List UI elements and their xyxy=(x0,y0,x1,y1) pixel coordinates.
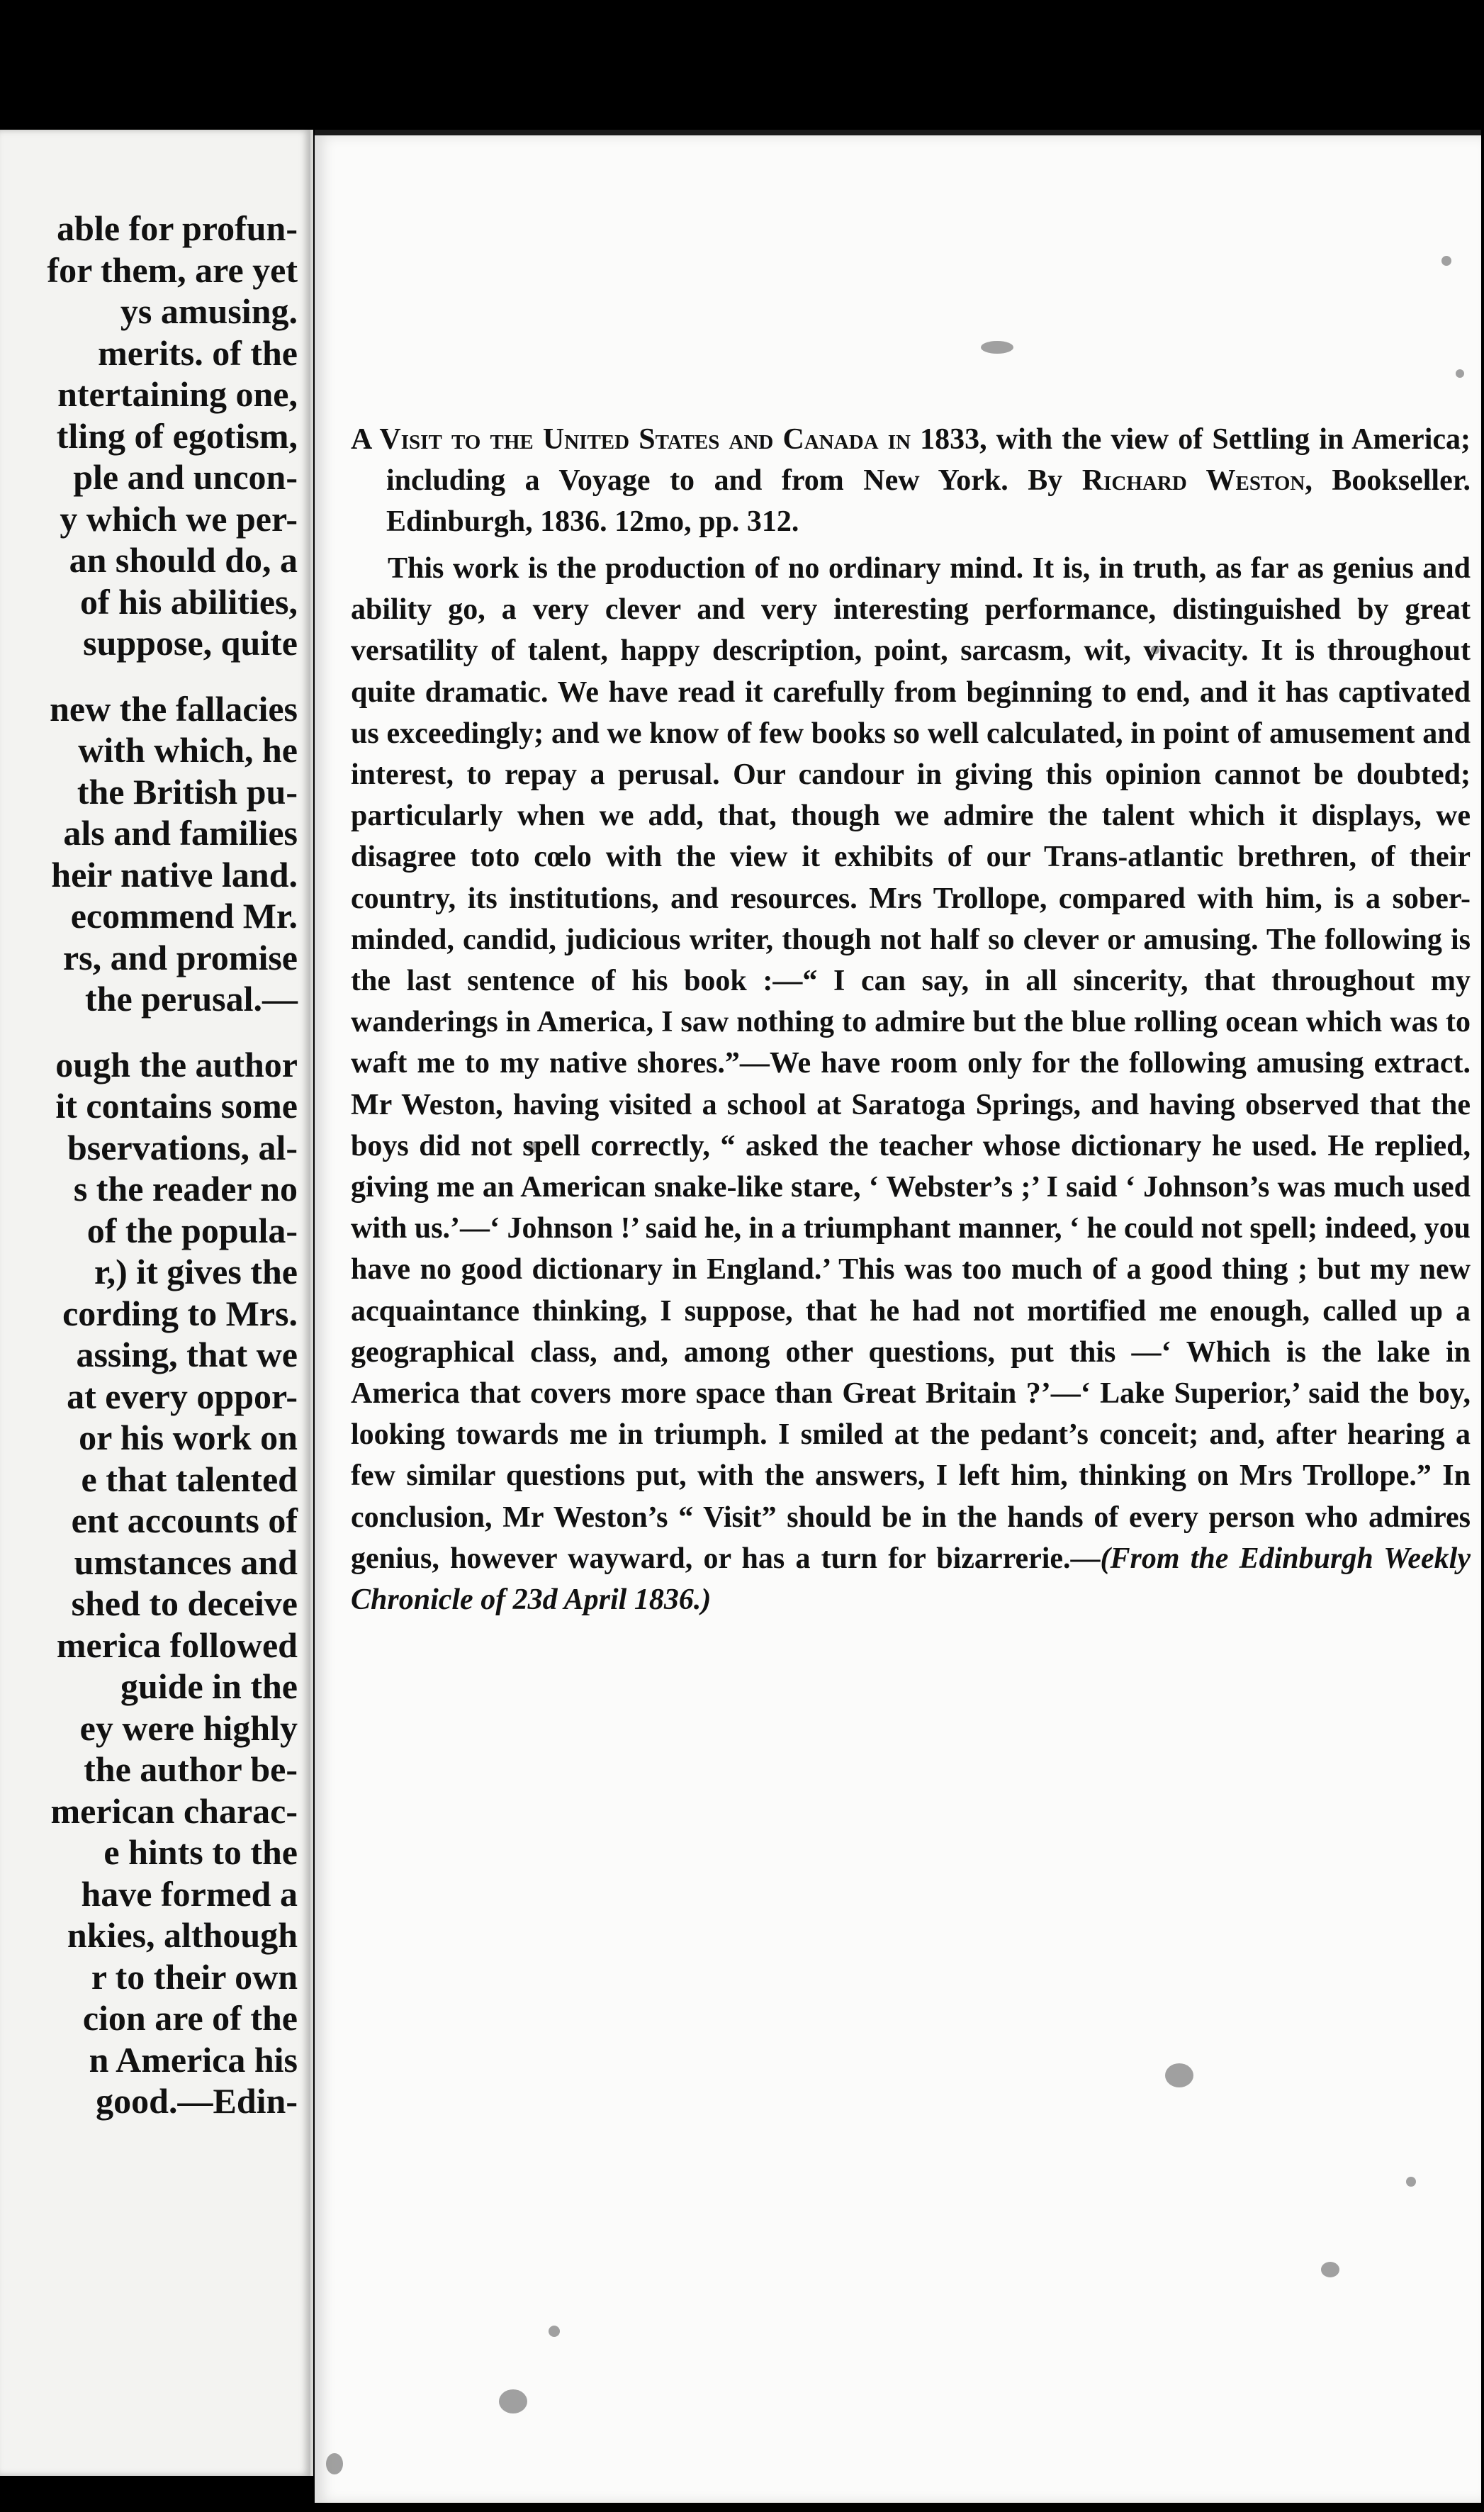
left-text-line: an should do, a xyxy=(69,540,298,580)
left-text-line: merica followed xyxy=(56,1625,298,1665)
book-title: A Visit to the United States and Canada in 1833, xyxy=(351,423,987,456)
left-text-line: of the popula- xyxy=(86,1210,298,1250)
book-author: Richard Weston, xyxy=(1081,464,1312,497)
left-text-line: ough the author xyxy=(55,1044,298,1084)
left-text-line: bservations, al- xyxy=(67,1127,298,1167)
left-text-line: cion are of the xyxy=(82,1998,298,2038)
left-text-line: tling of egotism, xyxy=(56,415,298,456)
left-text-line: the perusal.— xyxy=(85,979,298,1019)
left-text-line: shed to deceive xyxy=(71,1583,298,1623)
left-text-line: heir native land. xyxy=(51,854,298,895)
left-text-line: s the reader no xyxy=(73,1169,298,1209)
left-text-line: cording to Mrs. xyxy=(62,1293,298,1333)
review-heading xyxy=(351,419,1471,542)
paragraph-gap xyxy=(0,664,298,688)
left-text-line: r,) it gives the xyxy=(94,1252,298,1291)
left-page-fragment xyxy=(0,130,313,2476)
review-source-citation: (From the Edinburgh Weekly Chronicle of 23d April 1836.) xyxy=(351,1542,1471,1617)
review-body xyxy=(351,548,1471,1620)
left-text-line: r to their own xyxy=(91,1956,298,1997)
left-text-line: for them, are yet xyxy=(47,249,298,290)
left-text-line: y which we per- xyxy=(60,498,298,539)
left-text-line: umstances and xyxy=(74,1542,298,1582)
left-text-line: good.—Edin- xyxy=(96,2081,298,2121)
left-text-line: have formed a xyxy=(81,1873,298,1914)
left-text-line: of his abilities, xyxy=(80,581,298,622)
left-text-line: it contains some xyxy=(55,1086,298,1126)
left-text-line: able for profun- xyxy=(57,208,298,248)
left-text-line: ys amusing. xyxy=(120,291,298,331)
left-text-line: ecommend Mr. xyxy=(70,896,298,936)
left-text-line: als and families xyxy=(63,813,298,853)
left-text-line: ntertaining one, xyxy=(57,374,298,414)
left-text-line: merican charac- xyxy=(50,1790,298,1831)
left-text-line: e hints to the xyxy=(103,1832,298,1872)
review-article xyxy=(351,419,1471,1620)
left-text-line: ent accounts of xyxy=(71,1501,298,1540)
left-text-line: the author be- xyxy=(84,1749,298,1789)
left-text-line: or his work on xyxy=(79,1418,298,1457)
left-text-line: suppose, quite xyxy=(83,623,298,663)
left-text-line: n America his xyxy=(89,2039,298,2080)
left-text-line: ple and uncon- xyxy=(73,457,298,497)
left-text-line: merits. of the xyxy=(98,332,298,373)
book-imprint: Bookseller. Edinburgh, 1836. 12mo, pp. 312. xyxy=(386,464,1471,538)
left-text-column xyxy=(0,208,298,2122)
left-text-line: with which, he xyxy=(78,730,298,770)
left-text-line: the British pu- xyxy=(77,771,298,812)
left-text-line: rs, and promise xyxy=(62,937,298,977)
left-text-line: nkies, although xyxy=(67,1915,298,1955)
paragraph-gap xyxy=(0,1020,298,1044)
review-body-text: This work is the production of no ordinary mind. It is, in truth, as far as genius and ability go, a very clever and very interesting performance, distinguished by great versatility of talent, happy description, point, sarcasm, wit, vivacity. It is throughout quite dramatic. We have read it carefully from beginning to end, and it has captivated us exceedingly; and we know of few books so well calculated, in point of amusement and interest, to repay a perusal. Our candour in giving this opinion cannot be doubted; particularly when we add, that, though we admire the talent which it displays, we disagree toto cœlo with the view it exhibits of our Trans-atlantic brethren, of their country, its institutions, and resources. Mrs Trollope, compared with him, is a sober-minded, candid, judicious writer, though not half so clever or amusing. The following is the last sentence of his book :—“ I can say, in all sincerity, that throughout my wanderings in America, I saw nothing to admire but the blue rolling ocean which was to waft me to my native shores.”—We have room only for the following amusing extract. Mr Weston, having visited a school at Saratoga Springs, and having observed that the boys did not spell correctly, “ asked the teacher whose dictionary he used. He replied, giving me an American snake-like stare, ‘ Webster’s ;’ I said ‘ Johnson’s was much used with us.’—‘ Johnson !’ said he, in a triumphant manner, ‘ he could not spell; indeed, you have no good dictionary in England.’ This was too much of a good thing ; but my new acquaintance thinking, I suppose, that he had not mortified me enough, called up a geographical class, and, among other questions, put this —‘ Which is the lake in America that covers more space than Great Britain ?’—‘ Lake Superior,’ said the boy, looking towards me in triumph. I smiled at the pedant’s conceit; and, after hearing a few similar questions put, with the answers, I left him, thinking on Mrs Trollope.” In conclusion, Mr Weston’s “ Visit” should be in the hands of every person who admires genius, however wayward, or has a turn for bizarrerie.— xyxy=(351,552,1471,1575)
left-text-line: new the fallacies xyxy=(50,688,298,729)
left-text-line: ey were highly xyxy=(79,1708,298,1748)
left-text-line: e that talented xyxy=(81,1459,298,1499)
left-text-line: guide in the xyxy=(120,1666,298,1706)
book-subtitle: with the view of Settling in America; including a Voyage to and from New York. By xyxy=(386,423,1471,497)
left-text-line: at every oppor- xyxy=(67,1376,298,1416)
right-page xyxy=(315,130,1481,2503)
left-text-line: assing, that we xyxy=(76,1335,298,1374)
